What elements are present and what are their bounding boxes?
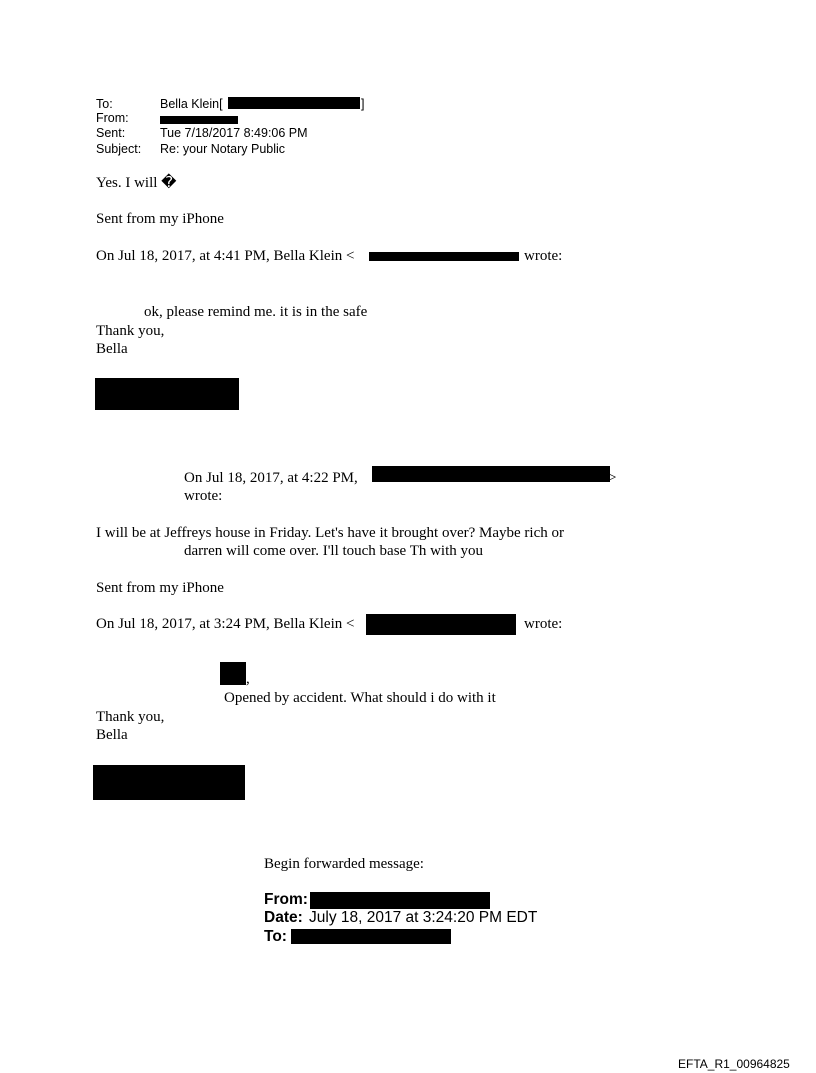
reply-text: Yes. I will �	[96, 175, 177, 191]
quote3-line2: Thank you,	[96, 709, 165, 725]
subject-label: Subject:	[96, 142, 142, 156]
redaction-greeting	[220, 662, 246, 685]
quote2-gt: >	[608, 470, 617, 486]
quote3-wrote: wrote:	[524, 616, 563, 632]
redaction-fwd-to	[291, 929, 451, 944]
quote1-line1: ok, please remind me. it is in the safe	[144, 304, 368, 320]
redaction-quote3-email	[366, 614, 516, 635]
from-label: From:	[96, 111, 129, 125]
fwd-date-label: Date:	[264, 909, 303, 926]
sent-from-iphone-2: Sent from my iPhone	[96, 580, 224, 596]
to-value: Bella Klein[	[160, 97, 223, 111]
quote1-line3: Bella	[96, 341, 128, 357]
quote3-attribution: On Jul 18, 2017, at 3:24 PM, Bella Klein <	[96, 616, 355, 632]
redaction-quote1-email	[369, 252, 519, 261]
sent-label: Sent:	[96, 126, 126, 140]
quote3-comma: ,	[246, 671, 250, 687]
quote2-line1: I will be at Jeffreys house in Friday. Let's have it brought over? Maybe rich or	[96, 525, 564, 541]
quote2-line2: darren will come over. I'll touch base Th with you	[184, 543, 484, 559]
quote1-wrote: wrote:	[524, 248, 563, 264]
quote3-line3: Bella	[96, 727, 128, 743]
subject-value: Re: your Notary Public	[160, 142, 286, 156]
redaction-from	[160, 116, 238, 124]
redaction-quote2-sender	[372, 466, 610, 482]
quote3-line1: Opened by accident. What should i do with it	[224, 690, 496, 706]
quote1-attribution: On Jul 18, 2017, at 4:41 PM, Bella Klein <	[96, 248, 355, 264]
fwd-from-label: From:	[264, 891, 308, 908]
to-label: To:	[96, 97, 113, 111]
quote2-attribution: On Jul 18, 2017, at 4:22 PM,	[184, 470, 358, 486]
redaction-signature-1	[95, 378, 239, 410]
to-close-bracket: ]	[361, 97, 365, 111]
redaction-fwd-from	[310, 892, 490, 909]
fwd-date-value: July 18, 2017 at 3:24:20 PM EDT	[309, 909, 538, 926]
document-id: EFTA_R1_00964825	[678, 1057, 790, 1071]
forward-intro: Begin forwarded message:	[264, 856, 424, 872]
fwd-to-label: To:	[264, 928, 287, 945]
redaction-signature-2	[93, 765, 245, 800]
quote2-wrote: wrote:	[184, 488, 223, 504]
redaction-to-email	[228, 97, 360, 109]
sent-from-iphone-1: Sent from my iPhone	[96, 211, 224, 227]
quote1-line2: Thank you,	[96, 323, 165, 339]
sent-value: Tue 7/18/2017 8:49:06 PM	[160, 126, 308, 140]
